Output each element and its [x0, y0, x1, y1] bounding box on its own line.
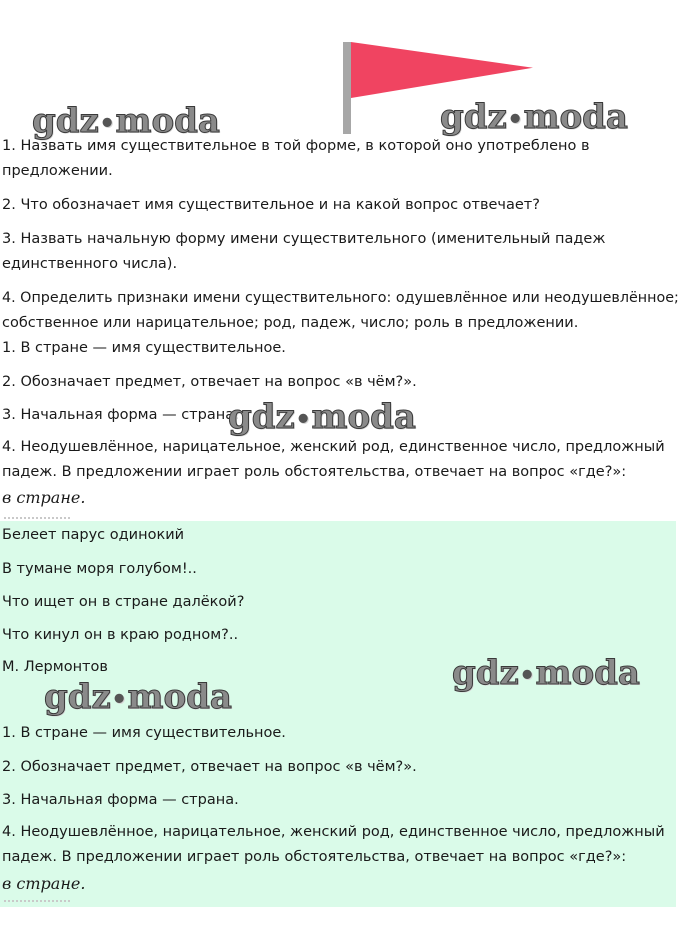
step-4-line-2: собственное или нарицательное; род, падеж, число; роль в предложении. — [2, 315, 579, 331]
handwritten-answer: в стране. — [2, 874, 86, 893]
answer-line: падеж. В предложении играет роль обстоятельства, отвечает на вопрос «где?»: — [2, 849, 627, 865]
poem-line: В тумане моря голубом!.. — [2, 561, 197, 577]
watermark-logo: gdz•moda — [32, 101, 220, 141]
answer-line: 4. Неодушевлённое, нарицательное, женский род, единственное число, предложный — [2, 824, 665, 840]
watermark-logo: gdz•moda — [440, 97, 628, 137]
answer-line: 1. В стране — имя существительное. — [2, 725, 286, 741]
answer-line: 1. В стране — имя существительное. — [2, 340, 286, 356]
answer-line: 2. Обозначает предмет, отвечает на вопрос «в чём?». — [2, 759, 417, 775]
flag-pole — [343, 42, 351, 134]
watermark-logo: gdz•moda — [228, 397, 416, 437]
poem-line: Что кинул он в краю родном?.. — [2, 627, 239, 643]
step-1-line-1: 1. Назвать имя существительное в той форме, в которой оно употреблено в — [2, 138, 590, 154]
poem-line: Что ищет он в стране далёкой? — [2, 594, 245, 610]
step-4-line-1: 4. Определить признаки имени существительного: одушевлённое или неодушевлённое; — [2, 290, 679, 306]
watermark-logo: gdz•moda — [44, 677, 232, 717]
answer-line: 4. Неодушевлённое, нарицательное, женский род, единственное число, предложный — [2, 439, 665, 455]
flag-cloth — [351, 42, 533, 98]
answer-line: 3. Начальная форма — страна. — [2, 792, 239, 808]
step-3-line-2: единственного числа). — [2, 256, 178, 272]
answer-line: 3. Начальная форма — страна. — [2, 407, 239, 423]
poem-author: М. Лермонтов — [2, 659, 108, 675]
poem-line: Белеет парус одинокий — [2, 527, 185, 543]
answer-line: 2. Обозначает предмет, отвечает на вопрос «в чём?». — [2, 374, 417, 390]
underline-mark — [4, 517, 70, 519]
handwritten-answer: в стране. — [2, 488, 86, 507]
step-3-line-1: 3. Назвать начальную форму имени существительного (именительный падеж — [2, 231, 606, 247]
answer-line: падеж. В предложении играет роль обстоятельства, отвечает на вопрос «где?»: — [2, 464, 627, 480]
underline-mark — [4, 900, 70, 902]
step-2: 2. Что обозначает имя существительное и на какой вопрос отвечает? — [2, 197, 540, 213]
step-1-line-2: предложении. — [2, 163, 113, 179]
watermark-logo: gdz•moda — [452, 653, 640, 693]
